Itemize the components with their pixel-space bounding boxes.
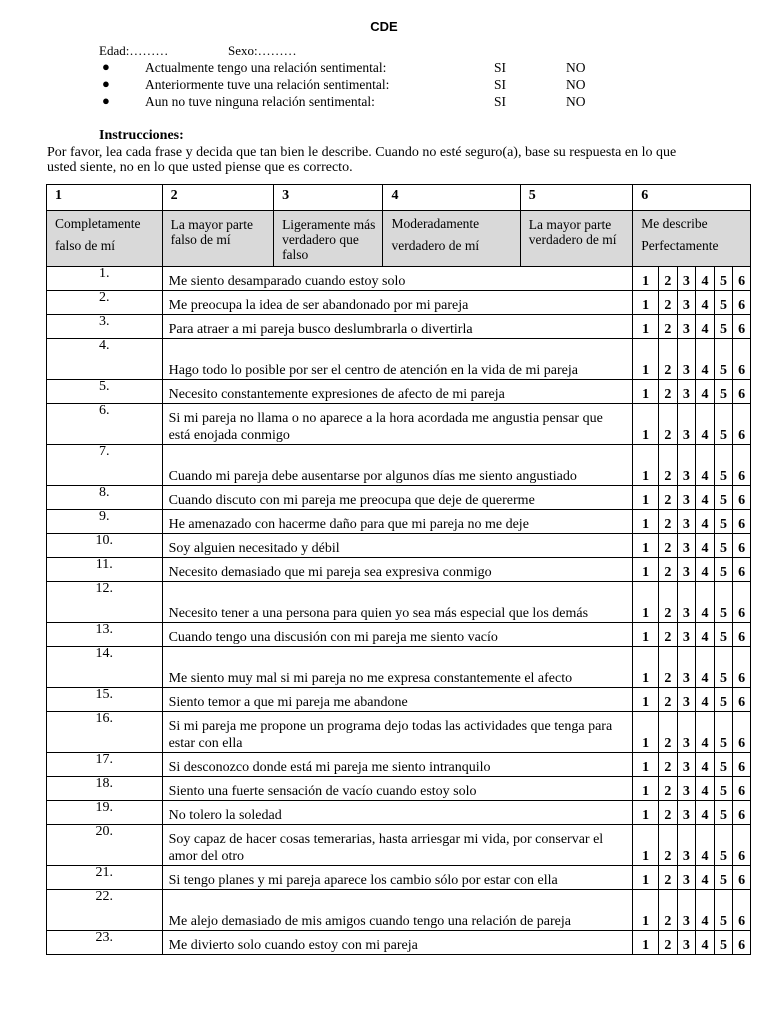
response-option[interactable]: 3 (677, 825, 696, 866)
response-option[interactable]: 3 (677, 380, 696, 404)
response-option[interactable]: 6 (733, 931, 751, 955)
response-option[interactable]: 5 (714, 866, 733, 890)
relationship-row (0, 94, 768, 111)
item-number: 15. (47, 688, 163, 712)
response-option[interactable]: 4 (696, 647, 715, 688)
scale-label: La mayor parte verdadero de mí (520, 211, 633, 267)
si-option[interactable]: SI (494, 94, 507, 109)
response-option[interactable]: 2 (659, 315, 678, 339)
response-option[interactable]: 1 (633, 534, 659, 558)
item-row (47, 931, 751, 955)
response-option[interactable]: 4 (696, 931, 715, 955)
bullet-icon: ● (102, 93, 110, 108)
response-option[interactable]: 1 (633, 380, 659, 404)
response-option[interactable]: 5 (714, 267, 733, 291)
item-number: 22. (47, 890, 163, 931)
response-option[interactable]: 4 (696, 339, 715, 380)
response-option[interactable]: 5 (714, 534, 733, 558)
item-text: Necesito constantemente expresiones de afecto de mi pareja (162, 380, 633, 404)
response-option[interactable]: 1 (633, 623, 659, 647)
response-option[interactable]: 3 (677, 558, 696, 582)
response-option[interactable]: 2 (659, 510, 678, 534)
response-option[interactable]: 4 (696, 534, 715, 558)
item-text: Cuando discuto con mi pareja me preocupa que deje de quererme (162, 486, 633, 510)
response-option[interactable]: 2 (659, 582, 678, 623)
response-option[interactable]: 2 (659, 623, 678, 647)
response-option[interactable]: 2 (659, 825, 678, 866)
item-row (47, 486, 751, 510)
response-option[interactable]: 4 (696, 404, 715, 445)
response-option[interactable]: 1 (633, 866, 659, 890)
document-title: CDE (370, 19, 398, 34)
response-option[interactable]: 5 (714, 582, 733, 623)
item-row (47, 688, 751, 712)
response-option[interactable]: 3 (677, 647, 696, 688)
response-option[interactable]: 2 (659, 777, 678, 801)
instructions-heading: Instrucciones: (99, 128, 184, 143)
response-option[interactable]: 2 (659, 534, 678, 558)
item-text: Me divierto solo cuando estoy con mi pareja (162, 931, 633, 955)
response-option[interactable]: 5 (714, 315, 733, 339)
item-row (47, 712, 751, 753)
response-option[interactable]: 5 (714, 931, 733, 955)
instructions-body: Por favor, lea cada frase y decida que tan bien le describe. Cuando no esté seguro(a), base su respuesta en lo que usted siente, no en lo que usted piense que es correcto. (47, 145, 677, 175)
item-text: Me siento muy mal si mi pareja no me expresa constantemente el afecto (162, 647, 633, 688)
response-option[interactable]: 4 (696, 753, 715, 777)
item-row (47, 267, 751, 291)
response-option[interactable]: 4 (696, 777, 715, 801)
bullet-icon: ● (102, 59, 110, 74)
response-option[interactable]: 3 (677, 315, 696, 339)
response-option[interactable]: 6 (733, 534, 751, 558)
response-option[interactable]: 1 (633, 647, 659, 688)
item-row (47, 404, 751, 445)
response-option[interactable]: 2 (659, 558, 678, 582)
response-option[interactable]: 5 (714, 486, 733, 510)
response-option[interactable]: 5 (714, 647, 733, 688)
response-option[interactable]: 1 (633, 688, 659, 712)
item-row (47, 315, 751, 339)
scale-number-row (47, 185, 751, 211)
relationship-text: Aun no tuve ninguna relación sentimental: (145, 94, 375, 109)
response-option[interactable]: 5 (714, 890, 733, 931)
item-number: 19. (47, 801, 163, 825)
item-text: Soy alguien necesitado y débil (162, 534, 633, 558)
response-option[interactable]: 6 (733, 866, 751, 890)
item-number: 7. (47, 445, 163, 486)
response-option[interactable]: 5 (714, 825, 733, 866)
response-option[interactable]: 2 (659, 380, 678, 404)
response-option[interactable]: 3 (677, 291, 696, 315)
response-option[interactable]: 3 (677, 267, 696, 291)
response-option[interactable]: 3 (677, 582, 696, 623)
item-text: Para atraer a mi pareja busco deslumbrarla o divertirla (162, 315, 633, 339)
si-option[interactable]: SI (494, 77, 507, 92)
item-row (47, 890, 751, 931)
item-text: Hago todo lo posible por ser el centro de atención en la vida de mi pareja (162, 339, 633, 380)
response-option[interactable]: 3 (677, 890, 696, 931)
item-row (47, 291, 751, 315)
response-option[interactable]: 2 (659, 445, 678, 486)
item-text: Si mi pareja no llama o no aparece a la hora acordada me angustia pensar que está enojada conmigo (162, 404, 633, 445)
response-option[interactable]: 5 (714, 380, 733, 404)
item-row (47, 825, 751, 866)
item-number: 9. (47, 510, 163, 534)
response-option[interactable]: 6 (733, 486, 751, 510)
item-row (47, 866, 751, 890)
item-row (47, 777, 751, 801)
item-number: 23. (47, 931, 163, 955)
response-option[interactable]: 3 (677, 510, 696, 534)
response-option[interactable]: 5 (714, 404, 733, 445)
response-option[interactable]: 1 (633, 582, 659, 623)
response-option[interactable]: 6 (733, 688, 751, 712)
item-number: 14. (47, 647, 163, 688)
item-text: Siento temor a que mi pareja me abandone (162, 688, 633, 712)
response-option[interactable]: 4 (696, 623, 715, 647)
response-option[interactable]: 4 (696, 582, 715, 623)
response-option[interactable]: 6 (733, 510, 751, 534)
response-option[interactable]: 4 (696, 712, 715, 753)
response-option[interactable]: 1 (633, 339, 659, 380)
relationship-row (0, 60, 768, 77)
response-option[interactable]: 3 (677, 534, 696, 558)
response-option[interactable]: 2 (659, 890, 678, 931)
response-option[interactable]: 6 (733, 339, 751, 380)
item-text: Necesito tener a una persona para quien yo sea más especial que los demás (162, 582, 633, 623)
response-option[interactable]: 3 (677, 688, 696, 712)
item-text: Cuando tengo una discusión con mi pareja me siento vacío (162, 623, 633, 647)
response-option[interactable]: 2 (659, 267, 678, 291)
response-option[interactable]: 5 (714, 623, 733, 647)
response-option[interactable]: 4 (696, 866, 715, 890)
response-option[interactable]: 2 (659, 291, 678, 315)
response-option[interactable]: 2 (659, 931, 678, 955)
response-option[interactable]: 4 (696, 558, 715, 582)
response-option[interactable]: 6 (733, 825, 751, 866)
response-option[interactable]: 3 (677, 623, 696, 647)
response-option[interactable]: 1 (633, 712, 659, 753)
response-option[interactable]: 2 (659, 753, 678, 777)
edad-field[interactable]: Edad:……… (99, 43, 169, 58)
item-row (47, 623, 751, 647)
response-option[interactable]: 1 (633, 445, 659, 486)
response-option[interactable]: 5 (714, 688, 733, 712)
item-row (47, 753, 751, 777)
item-number: 12. (47, 582, 163, 623)
response-option[interactable]: 6 (733, 445, 751, 486)
response-option[interactable]: 6 (733, 558, 751, 582)
item-row (47, 582, 751, 623)
response-option[interactable]: 5 (714, 510, 733, 534)
response-option[interactable]: 2 (659, 801, 678, 825)
item-row (47, 534, 751, 558)
response-option[interactable]: 1 (633, 404, 659, 445)
response-option[interactable]: 2 (659, 712, 678, 753)
si-option[interactable]: SI (494, 60, 507, 75)
relationship-row (0, 77, 768, 94)
item-text: Me alejo demasiado de mis amigos cuando tengo una relación de pareja (162, 890, 633, 931)
response-option[interactable]: 4 (696, 890, 715, 931)
no-option[interactable]: NO (566, 94, 586, 109)
item-number: 5. (47, 380, 163, 404)
item-number: 11. (47, 558, 163, 582)
response-option[interactable]: 4 (696, 825, 715, 866)
response-option[interactable]: 5 (714, 445, 733, 486)
response-option[interactable]: 6 (733, 267, 751, 291)
response-option[interactable]: 4 (696, 445, 715, 486)
response-option[interactable]: 3 (677, 404, 696, 445)
item-text: Siento una fuerte sensación de vacío cuando estoy solo (162, 777, 633, 801)
response-option[interactable]: 6 (733, 315, 751, 339)
item-number: 21. (47, 866, 163, 890)
response-option[interactable]: 1 (633, 777, 659, 801)
item-number: 17. (47, 753, 163, 777)
response-option[interactable]: 6 (733, 777, 751, 801)
item-text: Si desconozco donde está mi pareja me siento intranquilo (162, 753, 633, 777)
item-number: 6. (47, 404, 163, 445)
response-option[interactable]: 1 (633, 486, 659, 510)
response-option[interactable]: 3 (677, 712, 696, 753)
scale-label: Moderadamente verdadero de mí (383, 211, 520, 267)
response-option[interactable]: 5 (714, 558, 733, 582)
response-option[interactable]: 3 (677, 445, 696, 486)
response-option[interactable]: 4 (696, 486, 715, 510)
response-option[interactable]: 6 (733, 380, 751, 404)
scale-number: 2 (162, 185, 273, 211)
response-option[interactable]: 5 (714, 339, 733, 380)
response-option[interactable]: 1 (633, 931, 659, 955)
item-number: 3. (47, 315, 163, 339)
response-option[interactable]: 4 (696, 267, 715, 291)
response-option[interactable]: 3 (677, 339, 696, 380)
relationship-text: Anteriormente tuve una relación sentimental: (145, 77, 390, 92)
response-option[interactable]: 4 (696, 315, 715, 339)
scale-number: 6 (633, 185, 751, 211)
response-option[interactable]: 4 (696, 801, 715, 825)
response-option[interactable]: 3 (677, 866, 696, 890)
response-option[interactable]: 2 (659, 866, 678, 890)
response-option[interactable]: 1 (633, 315, 659, 339)
item-text: He amenazado con hacerme daño para que mi pareja no me deje (162, 510, 633, 534)
scale-label: La mayor parte falso de mí (162, 211, 273, 267)
item-number: 2. (47, 291, 163, 315)
response-option[interactable]: 3 (677, 486, 696, 510)
response-option[interactable]: 1 (633, 267, 659, 291)
scale-number: 1 (47, 185, 163, 211)
response-option[interactable]: 4 (696, 291, 715, 315)
bullet-icon: ● (102, 76, 110, 91)
item-text: Me siento desamparado cuando estoy solo (162, 267, 633, 291)
response-option[interactable]: 6 (733, 712, 751, 753)
response-option[interactable]: 1 (633, 558, 659, 582)
response-option[interactable]: 3 (677, 931, 696, 955)
response-option[interactable]: 6 (733, 291, 751, 315)
item-text: Necesito demasiado que mi pareja sea expresiva conmigo (162, 558, 633, 582)
item-row (47, 558, 751, 582)
item-number: 8. (47, 486, 163, 510)
response-option[interactable]: 6 (733, 582, 751, 623)
response-option[interactable]: 1 (633, 890, 659, 931)
item-row (47, 445, 751, 486)
response-option[interactable]: 2 (659, 404, 678, 445)
item-number: 1. (47, 267, 163, 291)
item-number: 13. (47, 623, 163, 647)
response-option[interactable]: 2 (659, 339, 678, 380)
response-option[interactable]: 4 (696, 380, 715, 404)
response-option[interactable]: 6 (733, 801, 751, 825)
item-number: 16. (47, 712, 163, 753)
response-option[interactable]: 5 (714, 777, 733, 801)
item-row (47, 339, 751, 380)
item-number: 18. (47, 777, 163, 801)
response-option[interactable]: 6 (733, 890, 751, 931)
response-option[interactable]: 2 (659, 647, 678, 688)
item-text: Si mi pareja me propone un programa dejo todas las actividades que tenga para estar con ella (162, 712, 633, 753)
item-text: Soy capaz de hacer cosas temerarias, hasta arriesgar mi vida, por conservar el amor del otro (162, 825, 633, 866)
response-option[interactable]: 1 (633, 825, 659, 866)
scale-label: Completamente falso de mí (47, 211, 163, 267)
scale-label: Me describe Perfectamente (633, 211, 751, 267)
scale-number: 5 (520, 185, 633, 211)
response-option[interactable]: 5 (714, 801, 733, 825)
response-option[interactable]: 5 (714, 712, 733, 753)
response-option[interactable]: 5 (714, 753, 733, 777)
sexo-field[interactable]: Sexo:……… (228, 43, 297, 58)
questionnaire-table (46, 184, 751, 955)
response-option[interactable]: 6 (733, 623, 751, 647)
item-number: 10. (47, 534, 163, 558)
response-option[interactable]: 1 (633, 510, 659, 534)
scale-label: Ligeramente más verdadero que falso (274, 211, 383, 267)
scale-number: 4 (383, 185, 520, 211)
response-option[interactable]: 6 (733, 404, 751, 445)
response-option[interactable]: 1 (633, 801, 659, 825)
relationship-text: Actualmente tengo una relación sentimental: (145, 60, 387, 75)
response-option[interactable]: 2 (659, 688, 678, 712)
item-number: 20. (47, 825, 163, 866)
item-text: Cuando mi pareja debe ausentarse por algunos días me siento angustiado (162, 445, 633, 486)
response-option[interactable]: 4 (696, 510, 715, 534)
no-option[interactable]: NO (566, 77, 586, 92)
no-option[interactable]: NO (566, 60, 586, 75)
item-row (47, 647, 751, 688)
response-option[interactable]: 1 (633, 291, 659, 315)
item-number: 4. (47, 339, 163, 380)
item-row (47, 510, 751, 534)
item-row (47, 380, 751, 404)
scale-number: 3 (274, 185, 383, 211)
response-option[interactable]: 3 (677, 801, 696, 825)
response-option[interactable]: 6 (733, 647, 751, 688)
response-option[interactable]: 3 (677, 753, 696, 777)
response-option[interactable]: 2 (659, 486, 678, 510)
item-text: Si tengo planes y mi pareja aparece los cambio sólo por estar con ella (162, 866, 633, 890)
scale-label-row (47, 211, 751, 267)
item-text: No tolero la soledad (162, 801, 633, 825)
response-option[interactable]: 3 (677, 777, 696, 801)
response-option[interactable]: 5 (714, 291, 733, 315)
response-option[interactable]: 4 (696, 688, 715, 712)
response-option[interactable]: 6 (733, 753, 751, 777)
item-row (47, 801, 751, 825)
response-option[interactable]: 1 (633, 753, 659, 777)
item-text: Me preocupa la idea de ser abandonado por mi pareja (162, 291, 633, 315)
